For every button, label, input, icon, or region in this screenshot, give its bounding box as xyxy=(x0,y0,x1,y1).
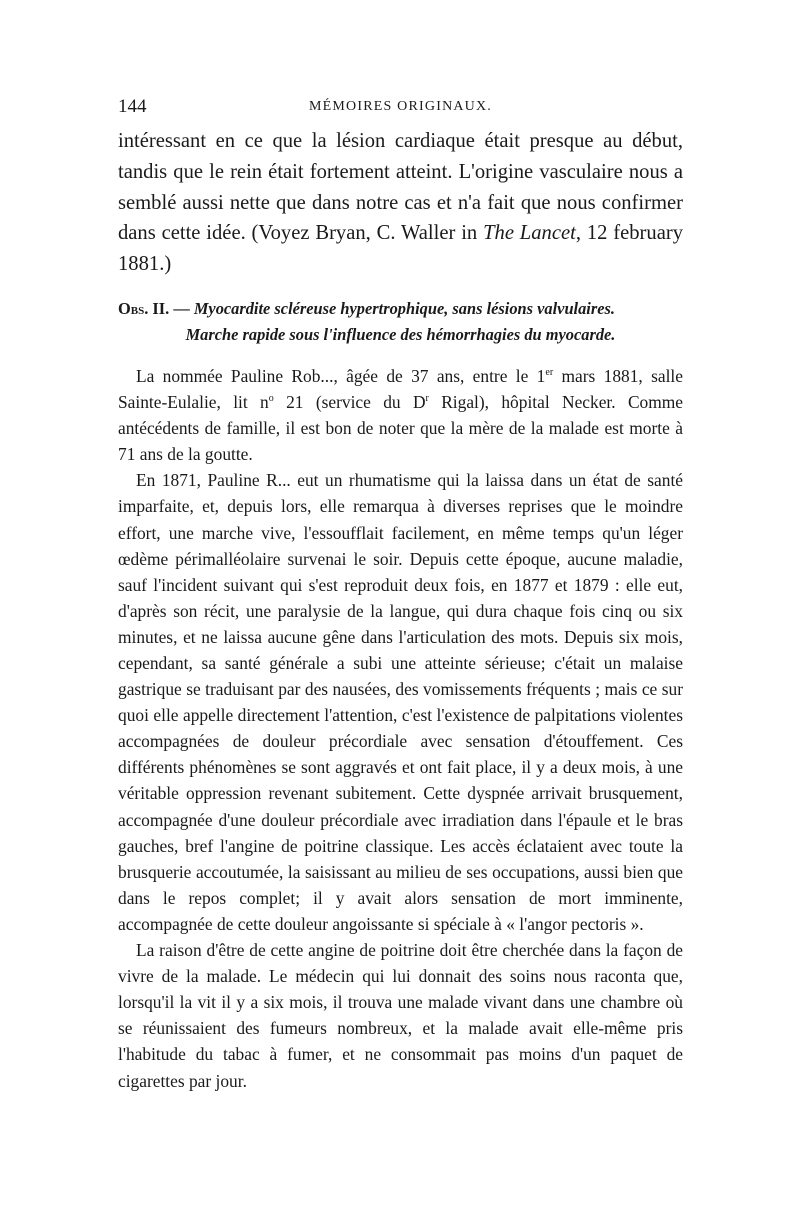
running-title: MÉMOIRES ORIGINAUX. xyxy=(308,99,493,114)
p1-sup-o: o xyxy=(268,393,274,405)
p1-text-a: La nommée Pauline Rob..., âgée de 37 ans, entre le 1 xyxy=(136,365,546,386)
paragraph-cause: La raison d'être de cette angine de poitrine doit être cherchée dans la façon de vivre de la malade. Le médecin qui lui donnait des soins nous raconta que, lorsqu'il la vit il y a six mois, il trouva une malade vivant dans une chambre où se réunissaient des fumeurs nombreux, et la malade avait elle-même pris l'habitude du tabac à fumer, et ne consommait pas moins d'un paquet de cigarettes par jour. xyxy=(118,940,683,1091)
book-page xyxy=(118,96,683,1094)
p1-text-d: Rigal), hôpital Necker. Comme antécédents de famille, il est bon de noter que la mère de la malade est morte à 71 ans de la goutte. xyxy=(118,392,684,465)
intro-text-part1: intéressant en ce que la lésion cardiaque était presque au début, tandis que le rein était fortement atteint. L'origine vasculaire nous a semblé aussi nette que dans notre cas et n'a fait que nous confirmer dans cette idée. (Voyez Bryan, C. Waller in xyxy=(118,130,683,245)
paragraph-admission xyxy=(118,363,683,467)
intro-text-part2: , 12 february 1881.) xyxy=(118,222,683,276)
observation-subtitle: Marche rapide sous l'influence des hémorrhagies du myocarde. xyxy=(185,324,616,344)
page-number: 144 xyxy=(118,96,147,117)
p1-text-b: mars 1881, salle Sainte-Eulalie, lit n xyxy=(118,365,683,413)
running-head xyxy=(118,96,683,126)
p1-sup-r: r xyxy=(425,393,429,405)
intro-paragraph xyxy=(118,126,683,280)
observation-title: Myocardite scléreuse hypertrophique, sans lésions valvulaires. xyxy=(193,298,615,318)
paragraph-history: En 1871, Pauline R... eut un rhumatisme qui la laissa dans un état de santé imparfaite, et, depuis lors, elle remarqua à diverses reprises que le moindre effort, une marche vive, l'essoufflait facilement, en même temps qu'un léger œdème périmalléolaire survenai le soir. Depuis cette époque, aucune maladie, sauf l'incident suivant qui s'est reproduit deux fois, en 1877 et 1879 : elle eut, d'après son récit, une paralysie de la langue, qui dura chaque fois cinq ou six minutes, et ne laissa aucune gêne dans l'articulation des mots. Depuis six mois, cependant, sa santé générale a subi une atteinte sérieuse; c'était un malaise gastrique se traduisant par des nausées, des vomissements fréquents ; mais ce sur quoi elle appelle directement l'attention, c'est l'existence de palpitations violentes accompagnées de douleur précordiale avec sensation d'étouffement. Ces différents phénomènes se sont aggravés et ont fait place, il y a deux mois, à une véritable oppression revenant subitement. Cette dyspnée arrivait brusquement, accompagnée d'une douleur précordiale avec irradiation dans l'épaule et le bras gauches, bref l'angine de poitrine classique. Les accès éclataient avec toute la brusquerie accoutumée, la saisissant au milieu de ses occupations, aussi bien que dans le repos complet; il y avait alors sensation de mort imminente, accompagnée de cette douleur angoissante si spéciale à « l'angor pectoris ». xyxy=(118,470,683,934)
p1-sup-er: er xyxy=(545,367,554,379)
p1-text-c: 21 (service du D xyxy=(273,392,426,413)
observation-label: Obs. II. — xyxy=(118,298,194,318)
observation-heading xyxy=(118,296,683,348)
journal-name: The Lancet xyxy=(483,222,576,245)
